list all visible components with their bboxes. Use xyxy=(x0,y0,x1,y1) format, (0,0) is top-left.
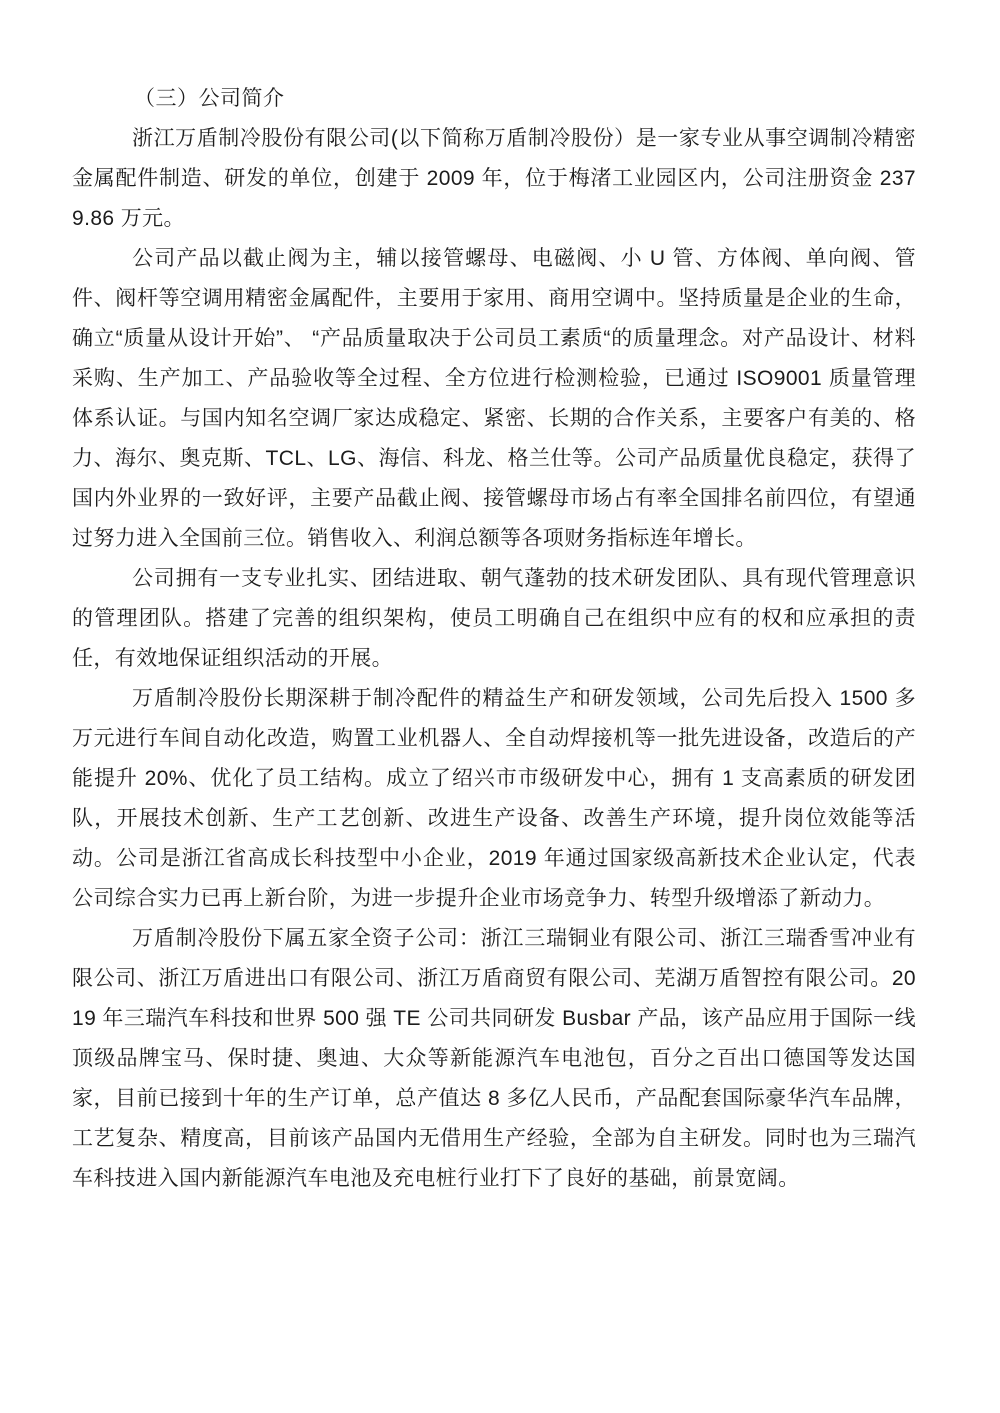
paragraph: 万盾制冷股份下属五家全资子公司：浙江三瑞铜业有限公司、浙江三瑞香雪冲业有限公司、浙江万盾进出口有限公司、浙江万盾商贸有限公司、芜湖万盾智控有限公司。2019 年三瑞汽车科技和世界 500 强 TE 公司共同研发 Busbar 产品，该产品应用于国际一线顶级品牌宝马、保时捷、奥迪、大众等新能源汽车电池包，百分之百出口德国等发达国家，目前已接到十年的生产订单，总产值达 8 多亿人民币，产品配套国际豪华汽车品牌，工艺复杂、精度高，目前该产品国内无借用生产经验，全部为自主研发。同时也为三瑞汽车科技进入国内新能源汽车电池及充电桩行业打下了良好的基础，前景宽阔。 xyxy=(72,927,916,1190)
section-heading: （三）公司简介 xyxy=(134,87,285,110)
paragraph: 万盾制冷股份长期深耕于制冷配件的精益生产和研发领域，公司先后投入 1500 多万元进行车间自动化改造，购置工业机器人、全自动焊接机等一批先进设备，改造后的产能提升 20%、优化了员工结构。成立了绍兴市市级研发中心，拥有 1 支高素质的研发团队，开展技术创新、生产工艺创新、改进生产设备、改善生产环境，提升岗位效能等活动。公司是浙江省高成长科技型中小企业，2019 年通过国家级高新技术企业认定，代表公司综合实力已再上新台阶，为进一步提升企业市场竞争力、转型升级增添了新动力。 xyxy=(72,687,916,910)
paragraph: 浙江万盾制冷股份有限公司(以下简称万盾制冷股份）是一家专业从事空调制冷精密金属配件制造、研发的单位，创建于 2009 年，位于梅渚工业园区内，公司注册资金 2379.86 万元。 xyxy=(72,127,916,230)
paragraph: 公司产品以截止阀为主，辅以接管螺母、电磁阀、小 U 管、方体阀、单向阀、管件、阀杆等空调用精密金属配件，主要用于家用、商用空调中。坚持质量是企业的生命，确立“质量从设计开始”、 “产品质量取决于公司员工素质“的质量理念。对产品设计、材料采购、生产加工、产品验收等全过程、全方位进行检测检验，已通过 ISO9001 质量管理体系认证。与国内知名空调厂家达成稳定、紧密、长期的合作关系，主要客户有美的、格力、海尔、奥克斯、TCL、LG、海信、科龙、格兰仕等。公司产品质量优良稳定，获得了国内外业界的一致好评，主要产品截止阀、接管螺母市场占有率全国排名前四位，有望通过努力进入全国前三位。销售收入、利润总额等各项财务指标连年增长。 xyxy=(72,247,916,550)
paragraph: 公司拥有一支专业扎实、团结进取、朝气蓬勃的技术研发团队、具有现代管理意识的管理团队。搭建了完善的组织架构，使员工明确自己在组织中应有的权和应承担的责任，有效地保证组织活动的开展。 xyxy=(72,567,916,670)
